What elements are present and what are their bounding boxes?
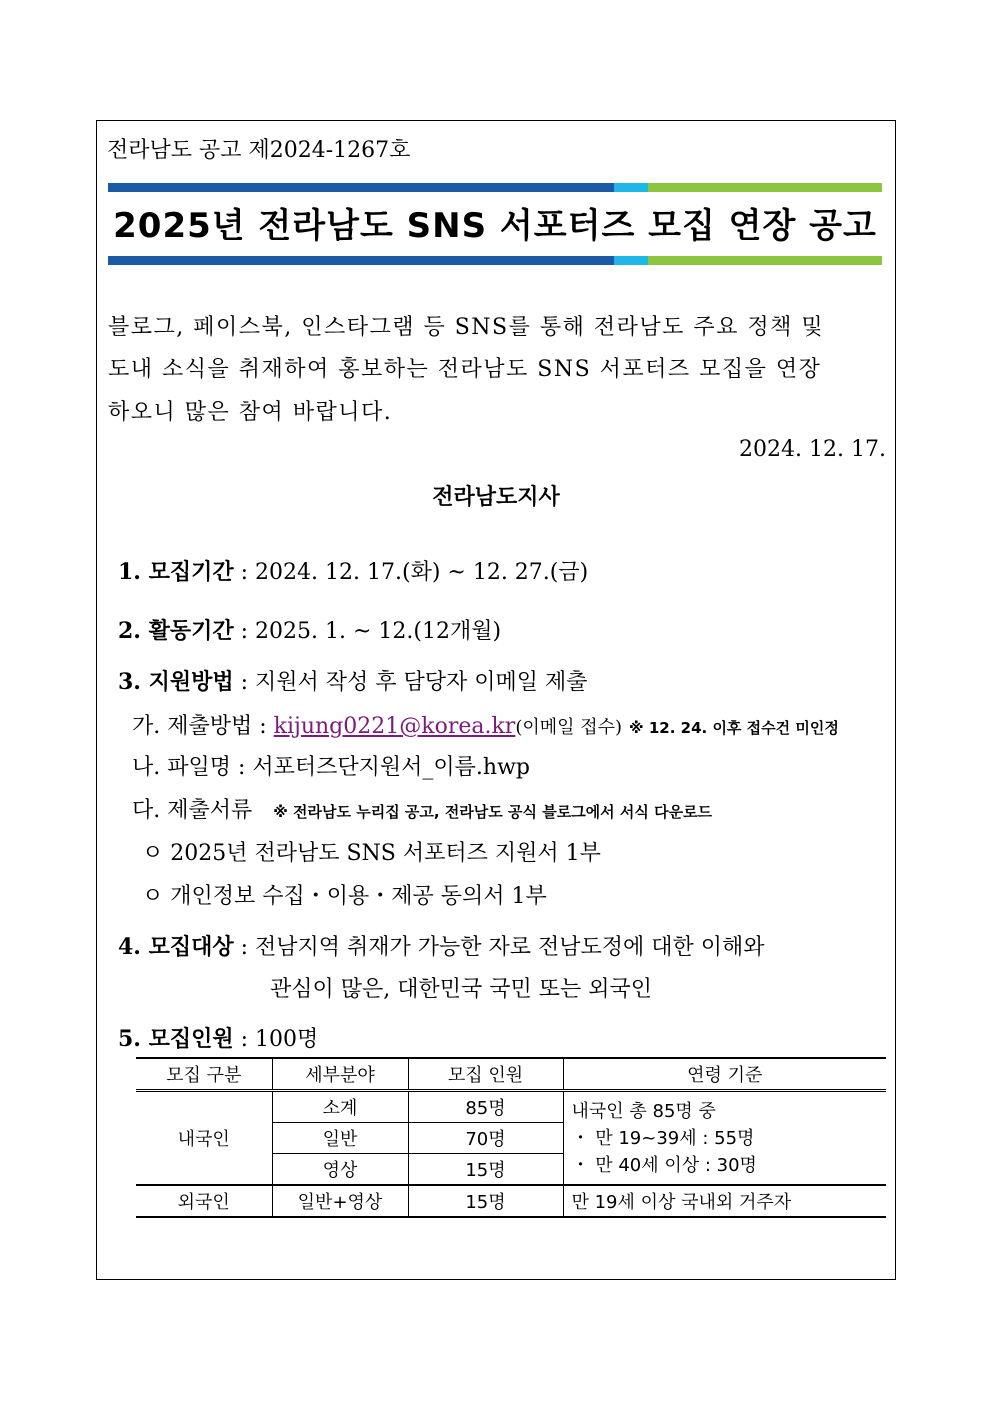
- recruit-period: 1. 모집기간 : 2024. 12. 17.(화) ~ 12. 27.(금): [118, 559, 589, 585]
- count-cell: 85명: [408, 1091, 563, 1123]
- recruit-period-label: 1. 모집기간: [118, 559, 234, 585]
- field-cell: 영상: [272, 1154, 408, 1186]
- recruit-target-label: 4. 모집대상: [118, 934, 234, 960]
- apply-method-value: 지원서 작성 후 담당자 이메일 제출: [255, 670, 588, 695]
- activity-period: 2. 활동기간 : 2025. 1. ~ 12.(12개월): [118, 618, 502, 644]
- group-foreign: 외국인: [136, 1185, 272, 1217]
- doc-item: ㅇ 개인정보 수집・이용・제공 동의서 1부: [142, 884, 547, 909]
- recruit-target-line1: 전남지역 취재가 가능한 자로 전남도정에 대한 이해와: [255, 935, 765, 960]
- issuer: 전라남도지사: [432, 484, 560, 510]
- title-bar-top: [108, 183, 882, 192]
- criteria-line: ・ 만 19~39세 : 55명: [571, 1127, 755, 1149]
- table-header: 연령 기준: [563, 1058, 886, 1091]
- apply-method: 3. 지원방법 : 지원서 작성 후 담당자 이메일 제출: [118, 669, 588, 695]
- table-row: [136, 1185, 886, 1217]
- table-header: 모집 인원: [408, 1058, 563, 1091]
- activity-period-label: 2. 활동기간: [118, 618, 234, 644]
- submit-docs-label: 다. 제출서류: [132, 798, 253, 823]
- criteria-domestic: [563, 1091, 886, 1186]
- field-cell: 일반: [272, 1123, 408, 1154]
- criteria-foreign: 만 19세 이상 국내외 거주자: [563, 1185, 886, 1217]
- notice-date: 2024. 12. 17.: [739, 437, 886, 462]
- recruit-target: 4. 모집대상 : 전남지역 취재가 가능한 자로 전남도정에 대한 이해와: [118, 934, 765, 960]
- criteria-line: 내국인 총 85명 중: [571, 1100, 716, 1122]
- table-header: 모집 구분: [136, 1058, 272, 1091]
- file-name-value: 서포터즈단지원서_이름.hwp: [252, 755, 531, 780]
- intro-line: 하오니 많은 참여 바랍니다.: [108, 400, 393, 425]
- submit-docs: [132, 793, 712, 824]
- table-header: 세부분야: [272, 1058, 408, 1091]
- email-link[interactable]: kijung0221@korea.kr: [273, 714, 516, 739]
- field-cell: 소계: [272, 1091, 408, 1123]
- page-title: 2025년 전라남도 SNS 서포터즈 모집 연장 공고: [113, 206, 877, 246]
- group-domestic: 내국인: [136, 1091, 272, 1186]
- apply-method-label: 3. 지원방법: [118, 669, 234, 695]
- email-note: (이메일 접수): [515, 717, 623, 738]
- count-cell: 15명: [408, 1185, 563, 1217]
- file-name-label: 나. 파일명 :: [132, 755, 253, 780]
- recruit-count: 5. 모집인원 : 100명: [118, 1026, 319, 1052]
- field-cell: 일반+영상: [272, 1185, 408, 1217]
- recruit-period-value: 2024. 12. 17.(화) ~ 12. 27.(금): [255, 560, 589, 585]
- recruit-table: [136, 1057, 886, 1218]
- recruit-count-label: 5. 모집인원: [118, 1026, 234, 1052]
- submit-method: [132, 709, 839, 740]
- recruit-target-line2: 관심이 많은, 대한민국 국민 또는 외국인: [270, 977, 652, 1002]
- notice-number: 전라남도 공고 제2024-1267호: [107, 138, 411, 163]
- deadline-note: ※ 12. 24. 이후 접수건 미인정: [629, 719, 839, 737]
- submit-method-label: 가. 제출방법 :: [132, 714, 274, 739]
- count-cell: 15명: [408, 1154, 563, 1186]
- criteria-line: ・ 만 40세 이상 : 30명: [571, 1154, 757, 1176]
- download-note: ※ 전라남도 누리집 공고, 전라남도 공식 블로그에서 서식 다운로드: [273, 803, 713, 821]
- intro-line: 블로그, 페이스북, 인스타그램 등 SNS를 통해 전라남도 주요 정책 및: [108, 315, 825, 340]
- recruit-count-value: 100명: [255, 1027, 319, 1052]
- count-cell: 70명: [408, 1123, 563, 1154]
- table-header-row: [136, 1058, 886, 1091]
- intro-line: 도내 소식을 취재하여 홍보하는 전라남도 SNS 서포터즈 모집을 연장: [108, 357, 822, 382]
- table-row: [136, 1091, 886, 1123]
- doc-item: ㅇ 2025년 전라남도 SNS 서포터즈 지원서 1부: [142, 841, 601, 866]
- file-name: [132, 750, 530, 781]
- title-bar-bottom: [108, 256, 882, 265]
- activity-period-value: 2025. 1. ~ 12.(12개월): [255, 619, 502, 644]
